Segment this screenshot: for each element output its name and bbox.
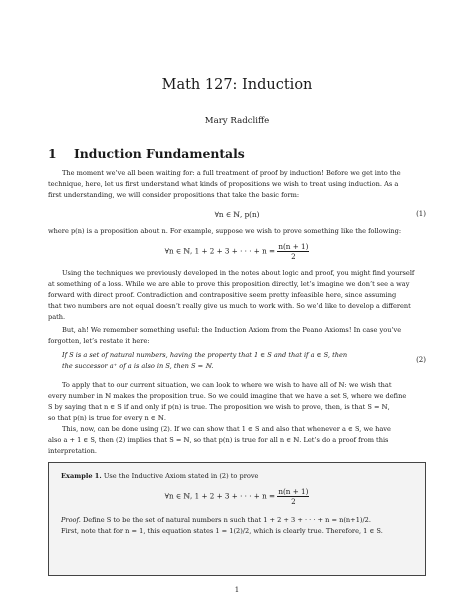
example-intro: Use the Inductive Axiom stated in (2) to prove xyxy=(103,472,259,480)
text-line: at something of a loss. While we are able to prove this proposition directly, let’s imagine we don’t see a way xyxy=(48,279,410,288)
fraction-denominator: 2 xyxy=(291,252,296,261)
after-equation-1 xyxy=(48,226,426,237)
text-line: that two numbers are not equal doesn’t really give us much to work with. So we’d like to develop a different xyxy=(48,301,411,310)
document-author: Mary Radcliffe xyxy=(204,116,270,126)
example-equation-fraction xyxy=(277,487,309,506)
paragraph-induction-axiom xyxy=(48,325,426,347)
proof-line: Define S to be the set of natural numbers n such that 1 + 2 + 3 + · · · + n = n(n+1)/2. xyxy=(82,516,371,524)
text-line: S by saying that n ∈ S if and only if p(n) is true. The proposition we wish to prove, then, is that S = ℕ, xyxy=(48,402,390,411)
text-line: forgotten, let’s restate it here: xyxy=(48,336,150,345)
paragraph-techniques xyxy=(48,268,426,323)
equation-sum-fraction xyxy=(277,242,309,261)
text-line: If S is a set of natural numbers, having the property that 1 ∈ S and that if a ∈ S, then xyxy=(62,351,348,359)
text-line: every number in ℕ makes the proposition true. So we could imagine that we have a set S, where we define xyxy=(48,391,407,400)
example-heading-line xyxy=(61,471,413,482)
text-line: first understanding, we will consider propositions that take the basic form: xyxy=(48,190,300,199)
text-line: technique, here, let us first understand what kinds of propositions we wish to treat using induction. As a xyxy=(48,179,399,188)
equation-sum-left: ∀n ∈ ℕ, 1 + 2 + 3 + · · · + n = xyxy=(164,246,276,256)
axiom-equation-number: (2) xyxy=(416,356,426,364)
text-line: where p(n) is a proposition about n. For example, suppose we wish to prove something like the following: xyxy=(48,227,402,235)
equation-sum xyxy=(48,242,426,261)
section-title: Induction Fundamentals xyxy=(74,146,245,161)
text-line: To apply that to our current situation, we can look to where we wish to have all of ℕ: we wish that xyxy=(62,381,392,389)
text-line: The moment we’ve all been waiting for: a full treatment of proof by induction! Before we get into the xyxy=(62,169,401,177)
text-line: This, now, can be done using (2). If we can show that 1 ∈ S and also that whenever a ∈ S, we have xyxy=(62,425,391,433)
text-line xyxy=(61,515,413,526)
section-number: 1 xyxy=(48,146,57,161)
proof-label: Proof. xyxy=(61,516,81,524)
paragraph-application xyxy=(48,380,426,424)
fraction-numerator: n(n + 1) xyxy=(278,242,309,251)
text-line: also a + 1 ∈ S, then (2) implies that S = ℕ, so that p(n) is true for all n ∈ ℕ. Let’s do a proof from this xyxy=(48,435,389,444)
text-line: the successor a⁺ of a is also in S, then S = ℕ. xyxy=(62,361,214,370)
text-line: path. xyxy=(48,312,66,321)
text-line: interpretation. xyxy=(48,446,97,455)
example-equation xyxy=(61,487,413,506)
fraction-denominator: 2 xyxy=(291,497,296,506)
example-heading xyxy=(61,471,413,482)
example-equation-left: ∀n ∈ ℕ, 1 + 2 + 3 + · · · + n = xyxy=(164,491,276,501)
text-line: But, ah! We remember something useful: the Induction Axiom from the Peano Axioms! In case you’ve xyxy=(62,326,402,334)
example-proof xyxy=(61,515,413,537)
page-number: 1 xyxy=(234,586,240,594)
paragraph-using-axiom xyxy=(48,424,426,457)
document-title: Math 127: Induction xyxy=(161,77,313,93)
fraction-numerator: n(n + 1) xyxy=(278,487,309,496)
section-heading xyxy=(48,146,245,162)
text-line: First, note that for n = 1, this equation states 1 = 1(2)/2, which is clearly true. Therefore, 1 ∈ S. xyxy=(61,526,383,535)
intro-paragraph xyxy=(48,168,426,201)
text-line: forward with direct proof. Contradiction and contrapositive seem pretty infeasible here, since assuming xyxy=(48,290,397,299)
equation-1: ∀n ∈ ℕ, p(n) xyxy=(214,210,260,219)
equation-1-number: (1) xyxy=(416,210,426,218)
text-line: so that p(n) is true for every n ∈ ℕ. xyxy=(48,413,166,422)
example-box xyxy=(48,462,426,576)
text-line: Using the techniques we previously developed in the notes about logic and proof, you might find yourself xyxy=(62,269,415,277)
example-label: Example 1. xyxy=(61,472,102,480)
induction-axiom-statement xyxy=(62,350,392,372)
